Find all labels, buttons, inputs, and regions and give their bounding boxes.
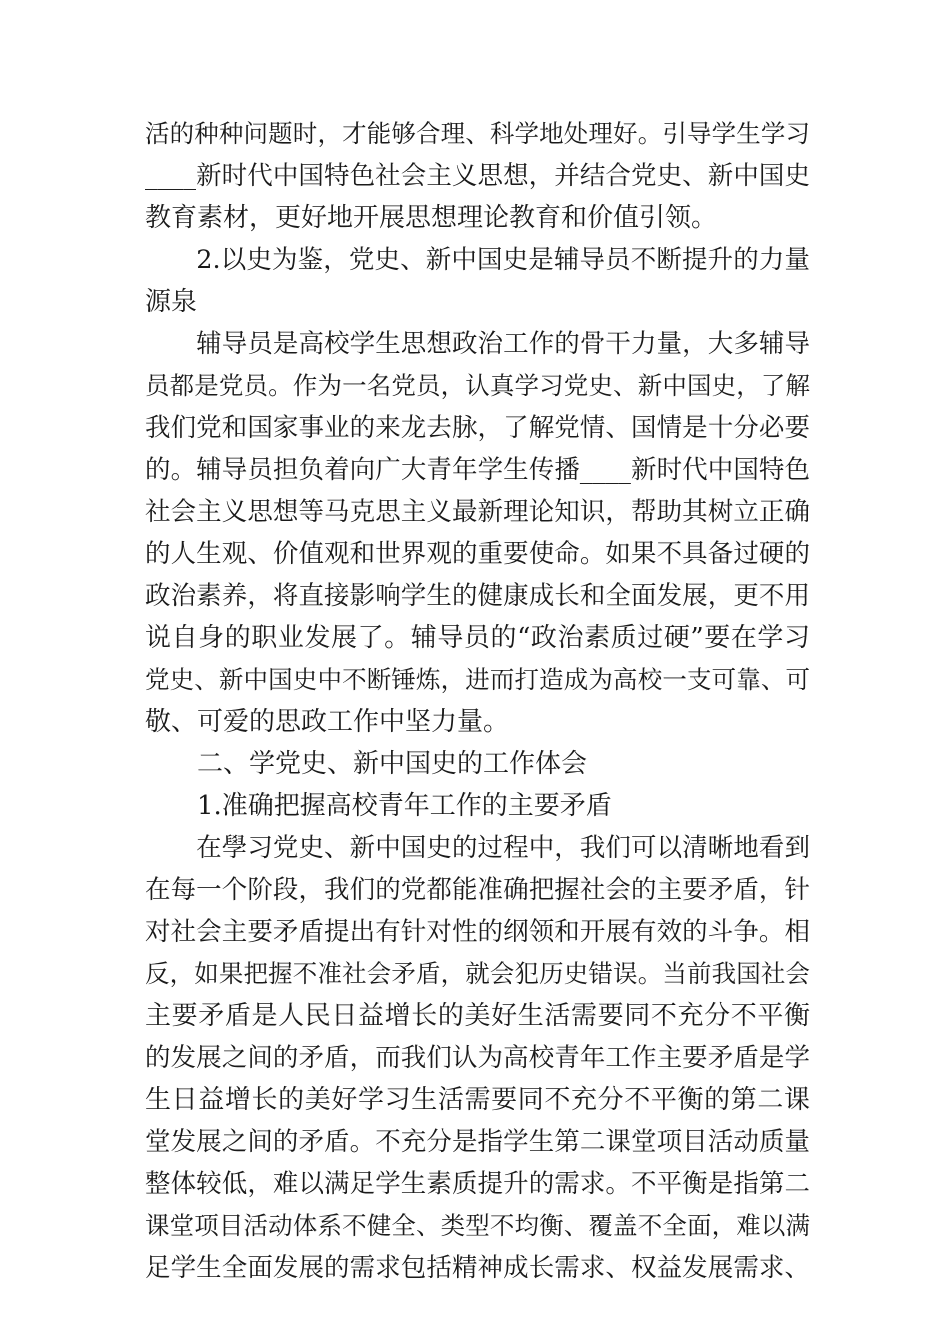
text-line: 源泉 bbox=[145, 287, 198, 317]
text-line: 辅导员是高校学生思想政治工作的骨干力量，大多辅导 bbox=[145, 329, 810, 359]
text-line: 生日益增长的美好学习生活需要同不充分不平衡的第二课 bbox=[145, 1085, 810, 1115]
text-line: 的。辅导员担负着向广大青年学生传播____新时代中国特色 bbox=[145, 455, 810, 485]
text-line: 2.以史为鉴，党史、新中国史是辅导员不断提升的力量 bbox=[145, 245, 810, 275]
text-line: 我们党和国家事业的来龙去脉，了解党情、国情是十分必要 bbox=[145, 413, 810, 443]
text-line: 堂发展之间的矛盾。不充分是指学生第二课堂项目活动质量 bbox=[145, 1127, 810, 1157]
text-line: 主要矛盾是人民日益增长的美好生活需要同不充分不平衡 bbox=[145, 1001, 810, 1031]
text-line: ____新时代中国特色社会主义思想，并结合党史、新中国史 bbox=[145, 161, 810, 191]
text-line: 在學习党史、新中国史的过程中，我们可以清晰地看到 bbox=[145, 833, 810, 863]
text-line: 足学生全面发展的需求包括精神成长需求、权益发展需求、 bbox=[145, 1253, 810, 1283]
text-line: 的人生观、价值观和世界观的重要使命。如果不具备过硬的 bbox=[145, 539, 810, 569]
text-line: 敬、可爱的思政工作中坚力量。 bbox=[145, 707, 510, 737]
text-line: 的发展之间的矛盾，而我们认为高校青年工作主要矛盾是学 bbox=[145, 1043, 810, 1073]
text-line: 教育素材，更好地开展思想理论教育和价值引领。 bbox=[145, 203, 718, 233]
text-line: 在每一个阶段，我们的党都能准确把握社会的主要矛盾，针 bbox=[145, 875, 810, 905]
text-line: 反，如果把握不准社会矛盾，就会犯历史错误。当前我国社会 bbox=[145, 959, 810, 988]
text-line: 社会主义思想等马克思主义最新理论知识，帮助其树立正确 bbox=[145, 497, 810, 527]
text-line: 整体较低，难以满足学生素质提升的需求。不平衡是指第二 bbox=[145, 1169, 810, 1199]
text-line: 1.准确把握高校青年工作的主要矛盾 bbox=[145, 791, 612, 821]
text-line: 员都是党员。作为一名党员，认真学习党史、新中国史，了解 bbox=[145, 371, 810, 400]
document-page bbox=[145, 113, 810, 1289]
text-line: 说自身的职业发展了。辅导员的“政治素质过硬”要在学习 bbox=[145, 623, 810, 653]
text-line: 活的种种问题时，才能够合理、科学地处理好。引导学生学习 bbox=[145, 119, 810, 148]
text-line: 课堂项目活动体系不健全、类型不均衡、覆盖不全面，难以满 bbox=[145, 1211, 810, 1240]
text-line: 对社会主要矛盾提出有针对性的纲领和开展有效的斗争。相 bbox=[145, 917, 810, 947]
text-line: 党史、新中国史中不断锤炼，进而打造成为高校一支可靠、可 bbox=[145, 665, 810, 694]
text-line: 政治素养，将直接影响学生的健康成长和全面发展，更不用 bbox=[145, 581, 810, 611]
text-line: 二、学党史、新中国史的工作体会 bbox=[145, 749, 588, 779]
